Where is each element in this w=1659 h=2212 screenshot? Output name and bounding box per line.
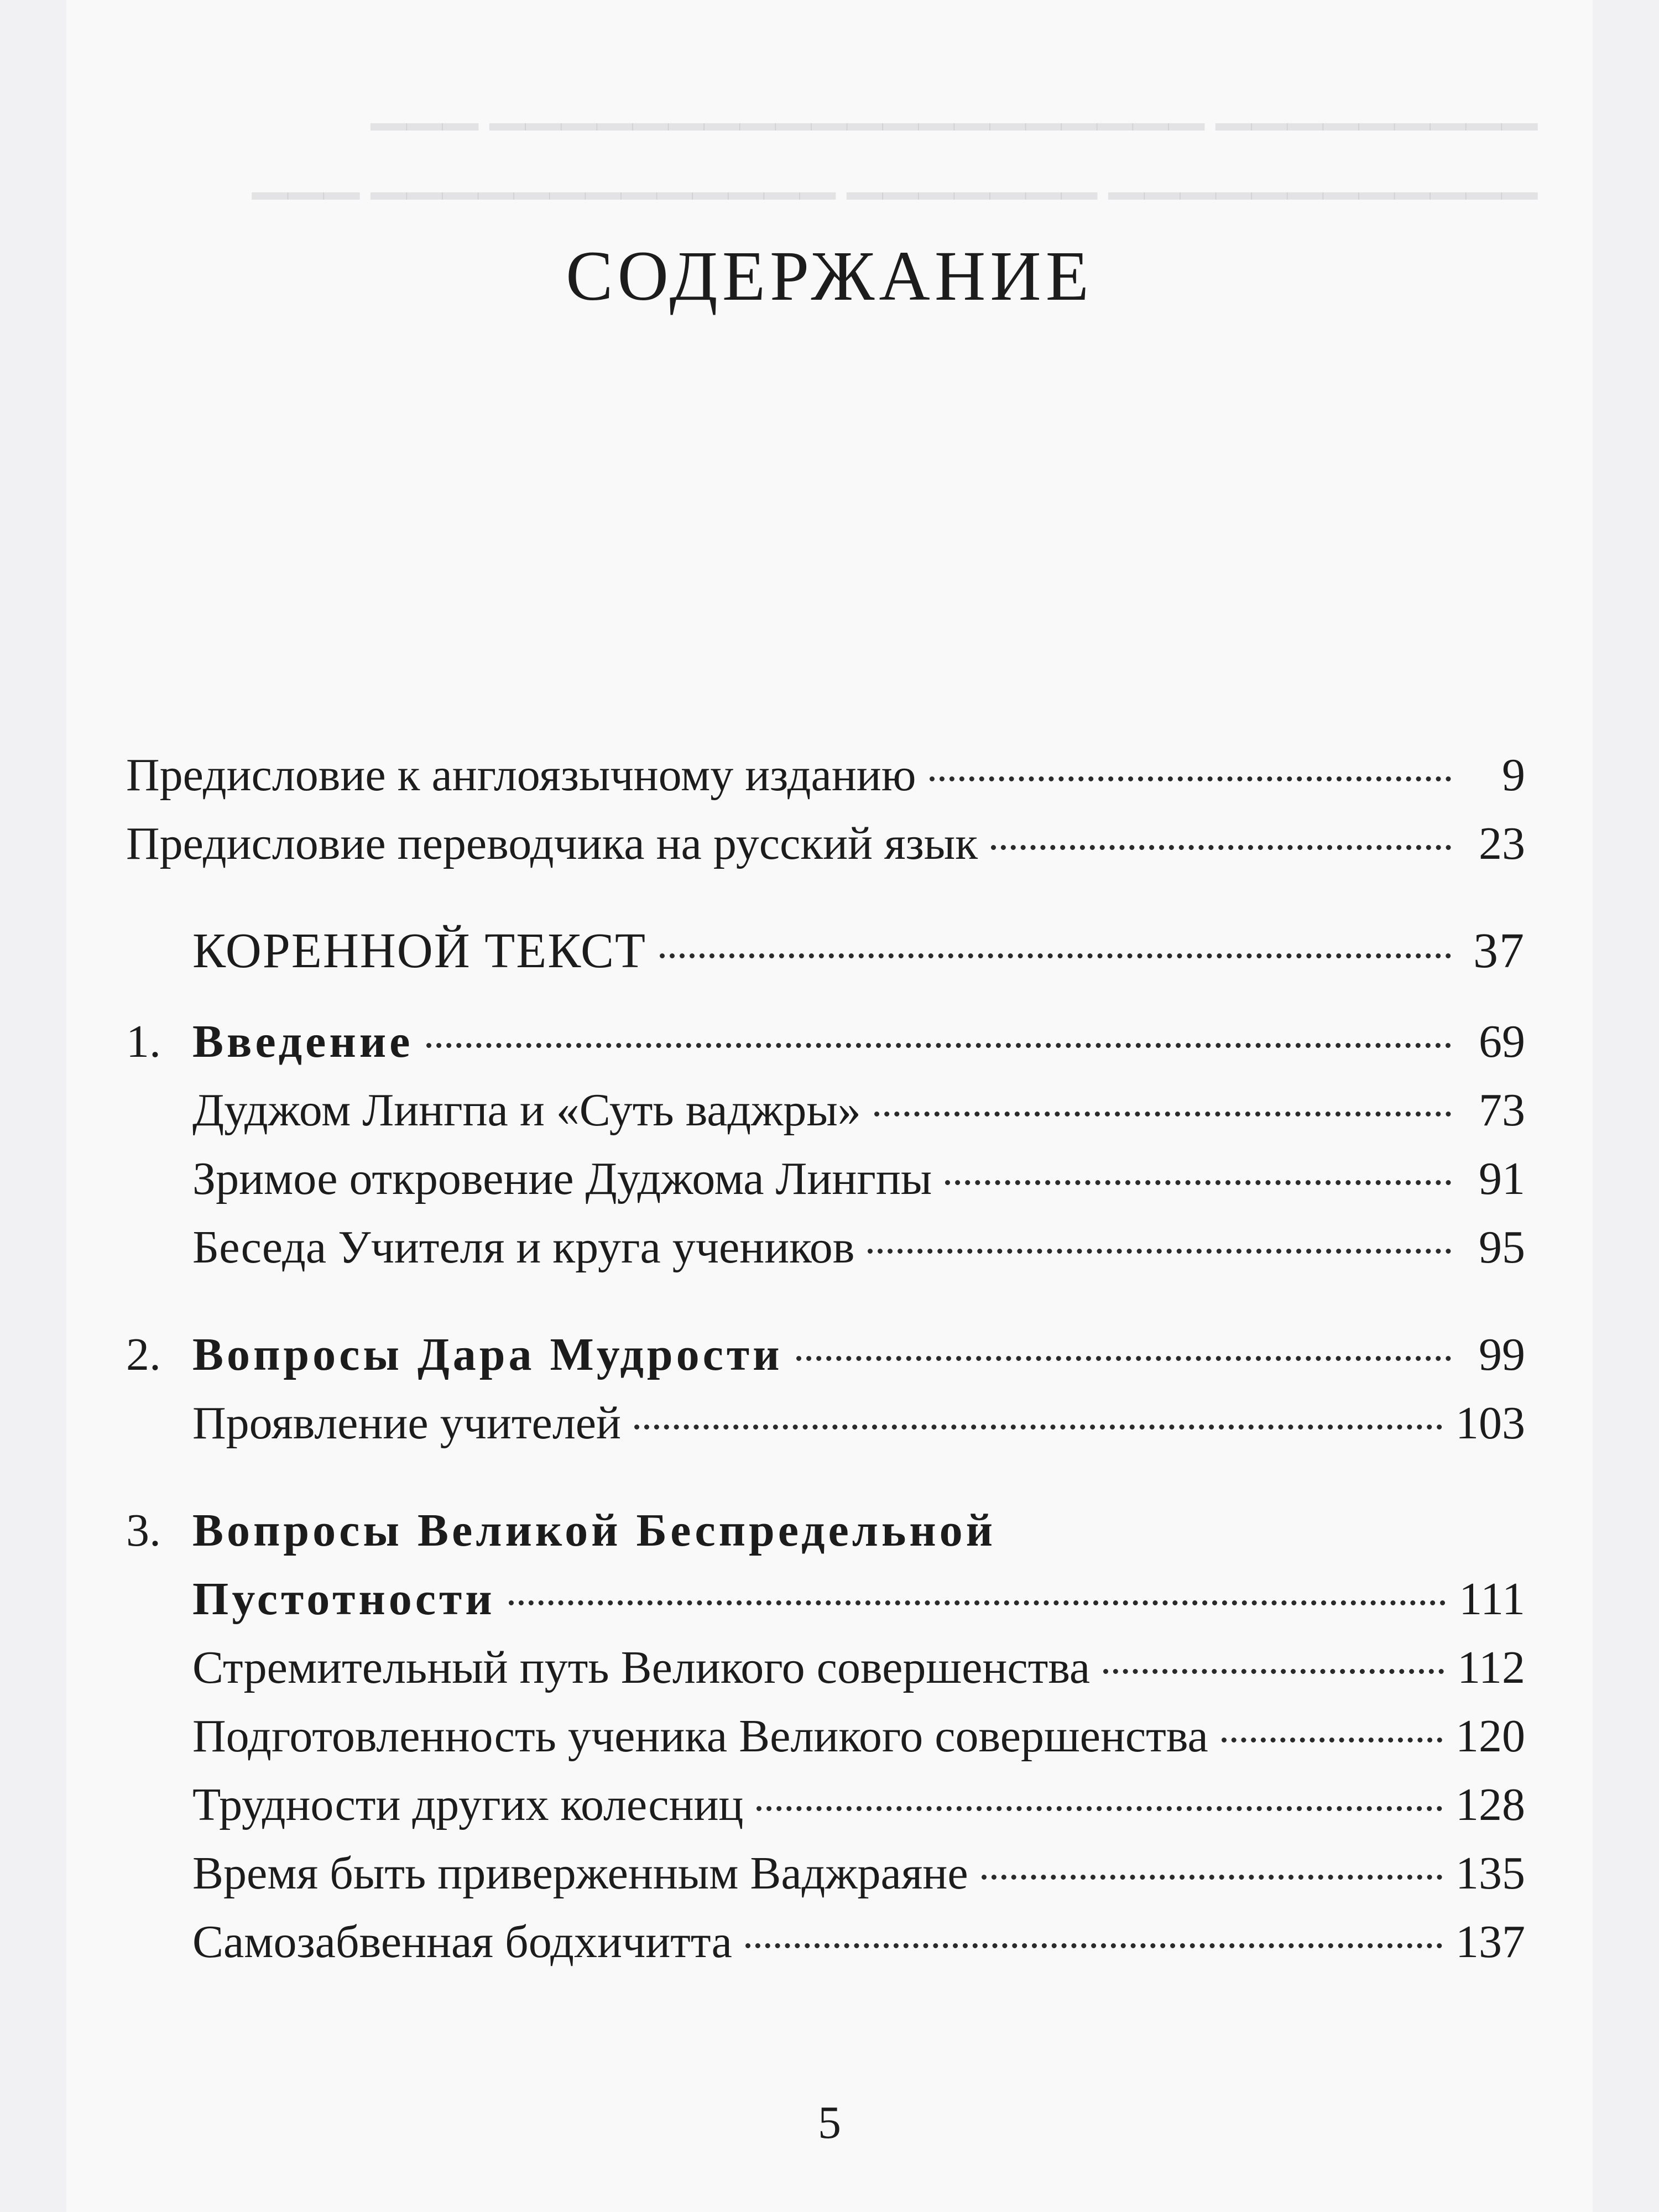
- dot-leader: [868, 1249, 1451, 1254]
- toc-entry-visionary-revelation[interactable]: [126, 1145, 1525, 1213]
- toc-entry-foreword-translator[interactable]: [126, 810, 1525, 878]
- toc-entry-page: 95: [1479, 1222, 1525, 1273]
- toc-entry-other-vehicles[interactable]: [126, 1771, 1525, 1839]
- toc-entry-page: 103: [1455, 1397, 1525, 1449]
- dot-leader: [991, 845, 1451, 850]
- toc-entry-label: Самозабвенная бодхичитта: [192, 1916, 732, 1968]
- toc-entry-label: Введение: [192, 1016, 414, 1067]
- dot-leader: [982, 1875, 1442, 1880]
- toc-entry-label: Трудности других колесниц: [192, 1779, 744, 1830]
- toc-entry-label: Проявление учителей: [192, 1397, 621, 1449]
- toc-entry-foreword-english[interactable]: [126, 741, 1525, 810]
- toc-entry-page: 69: [1479, 1016, 1525, 1067]
- toc-entry-page: 37: [1473, 924, 1525, 978]
- chapter-number: 1.: [126, 1016, 161, 1067]
- dot-leader: [634, 1425, 1442, 1430]
- chapter-number: 3.: [126, 1505, 161, 1556]
- page-number: 5: [818, 2097, 841, 2148]
- toc-entry-page: 99: [1479, 1329, 1525, 1380]
- toc-chapter-3[interactable]: [126, 1496, 1525, 1565]
- toc-chapter-1[interactable]: [126, 1008, 1525, 1076]
- dot-leader: [426, 1043, 1451, 1048]
- toc-entry-label: Предисловие к англоязычному изданию: [126, 749, 916, 801]
- toc-entry-label: Подготовленность ученика Великого совершенства: [192, 1710, 1208, 1762]
- toc-entry-page: 9: [1502, 749, 1525, 801]
- toc-entry-page: 128: [1455, 1779, 1525, 1830]
- toc-entry-page: 73: [1479, 1084, 1525, 1136]
- toc-entry-label: Пустотности: [192, 1573, 495, 1625]
- toc-entry-vajrayana-commitment[interactable]: [126, 1839, 1525, 1908]
- dot-leader: [509, 1600, 1446, 1605]
- toc-entry-swift-path[interactable]: [126, 1634, 1525, 1702]
- toc-entry-dudjom-lingpa[interactable]: [126, 1076, 1525, 1145]
- dot-leader: [874, 1112, 1451, 1117]
- page-title: СОДЕРЖАНИЕ: [566, 236, 1093, 315]
- toc-entry-page: 112: [1457, 1642, 1525, 1693]
- toc-entry-student-readiness[interactable]: [126, 1702, 1525, 1771]
- dot-leader: [1103, 1669, 1444, 1674]
- toc-chapter-3-continued[interactable]: [126, 1565, 1525, 1634]
- dot-leader: [745, 1943, 1442, 1948]
- toc-entry-label: Стремительный путь Великого совершенства: [192, 1642, 1091, 1693]
- toc-entry-teacher-dialogue[interactable]: [126, 1213, 1525, 1282]
- table-of-contents: [126, 741, 1525, 1976]
- toc-entry-label: Предисловие переводчика на русский язык: [126, 818, 978, 869]
- toc-entry-label: КОРЕННОЙ ТЕКСТ: [192, 924, 647, 978]
- toc-entry-label: Вопросы Дара Мудрости: [192, 1329, 783, 1380]
- toc-entry-page: 111: [1459, 1573, 1525, 1625]
- dot-leader: [660, 953, 1451, 958]
- toc-entry-label: Время быть приверженным Ваджраяне: [192, 1848, 968, 1899]
- toc-entry-page: 23: [1479, 818, 1525, 869]
- toc-entry-label: Дуджом Лингпа и «Суть ваджры»: [192, 1084, 861, 1136]
- toc-entry-page: 137: [1455, 1916, 1525, 1968]
- dot-leader: [930, 776, 1452, 781]
- toc-entry-label: Вопросы Великой Беспредельной: [192, 1505, 997, 1556]
- toc-entry-page: 120: [1455, 1710, 1525, 1762]
- toc-entry-page: 135: [1455, 1848, 1525, 1899]
- chapter-number: 2.: [126, 1329, 161, 1380]
- toc-entry-teachers-manifestation[interactable]: [126, 1389, 1525, 1458]
- dot-leader: [1222, 1738, 1442, 1743]
- toc-entry-label: Беседа Учителя и круга учеников: [192, 1222, 855, 1273]
- dot-leader: [945, 1180, 1451, 1185]
- toc-chapter-2[interactable]: [126, 1321, 1525, 1389]
- toc-entry-page: 91: [1479, 1153, 1525, 1204]
- toc-entry-root-text[interactable]: [126, 917, 1525, 985]
- dot-leader: [796, 1356, 1451, 1361]
- toc-entry-label: Зримое откровение Дуджома Лингпы: [192, 1153, 932, 1204]
- dot-leader: [757, 1806, 1442, 1811]
- toc-entry-bodhicitta[interactable]: [126, 1908, 1525, 1976]
